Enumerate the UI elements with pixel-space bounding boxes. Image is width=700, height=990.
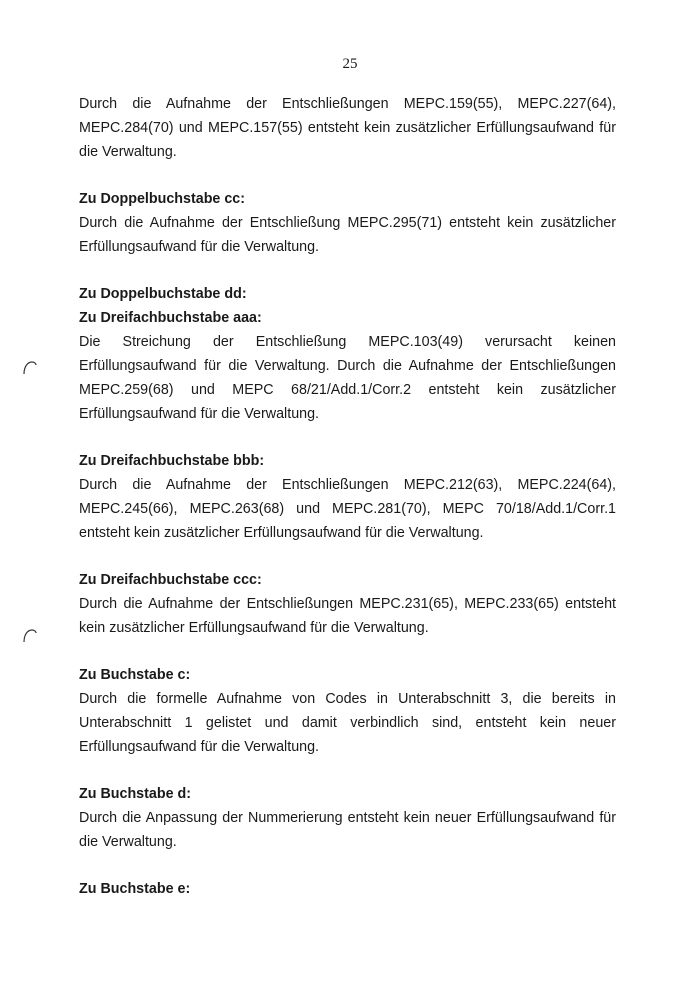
paragraph: Durch die Aufnahme der Entschließungen MEPC.231(65), MEPC.233(65) entsteht kein zusätzlicher Erfüllungsaufwand für die Verwaltung.	[79, 596, 616, 636]
page-number: 25	[342, 56, 358, 72]
section-heading: Zu Dreifachbuchstabe bbb:	[79, 453, 265, 469]
paragraph: Durch die formelle Aufnahme von Codes in Unterabschnitt 3, die bereits in Unterabschnitt 1 gelistet und damit verbindlich sind, entsteht kein neuer Erfüllungsaufwand für die Verwaltung.	[79, 691, 616, 755]
paragraph: Durch die Aufnahme der Entschließungen MEPC.159(55), MEPC.227(64), MEPC.284(70) und MEPC.157(55) entsteht kein zusätzlicher Erfüllungsaufwand für die Verwaltung.	[79, 96, 616, 160]
section-buchstabe-d	[79, 782, 616, 854]
hole-punch-mark	[22, 360, 38, 376]
section-subheading: Zu Dreifachbuchstabe aaa:	[79, 310, 262, 326]
section-intro	[79, 92, 616, 164]
section-heading: Zu Doppelbuchstabe dd:	[79, 286, 247, 302]
section-heading: Zu Doppelbuchstabe cc:	[79, 191, 246, 207]
paragraph: Die Streichung der Entschließung MEPC.103(49) verursacht keinen Erfüllungsaufwand für die Verwaltung. Durch die Aufnahme der Entschließungen MEPC.259(68) und MEPC 68/21/Add.1/Corr.2 entsteht kein zusätzlicher Erfüllungsaufwand für die Verwaltung.	[79, 334, 616, 422]
section-heading: Zu Buchstabe e:	[79, 881, 191, 897]
paragraph: Durch die Anpassung der Nummerierung entsteht kein neuer Erfüllungsaufwand für die Verwaltung.	[79, 810, 616, 850]
section-dreifachbuchstabe-bbb	[79, 449, 616, 545]
hole-punch-mark	[22, 628, 38, 644]
section-buchstabe-c	[79, 663, 616, 759]
section-doppelbuchstabe-dd	[79, 282, 616, 426]
section-heading: Zu Buchstabe d:	[79, 786, 191, 802]
paragraph: Durch die Aufnahme der Entschließung MEPC.295(71) entsteht kein zusätzlicher Erfüllungsaufwand für die Verwaltung.	[79, 215, 616, 255]
paragraph: Durch die Aufnahme der Entschließungen MEPC.212(63), MEPC.224(64), MEPC.245(66), MEPC.263(68) und MEPC.281(70), MEPC 70/18/Add.1/Corr.1 entsteht kein zusätzlicher Erfüllungsaufwand für die Verwaltung.	[79, 477, 616, 541]
section-heading: Zu Buchstabe c:	[79, 667, 191, 683]
document-body	[79, 92, 616, 924]
section-dreifachbuchstabe-ccc	[79, 568, 616, 640]
section-doppelbuchstabe-cc	[79, 187, 616, 259]
section-heading: Zu Dreifachbuchstabe ccc:	[79, 572, 262, 588]
section-buchstabe-e	[79, 877, 616, 901]
